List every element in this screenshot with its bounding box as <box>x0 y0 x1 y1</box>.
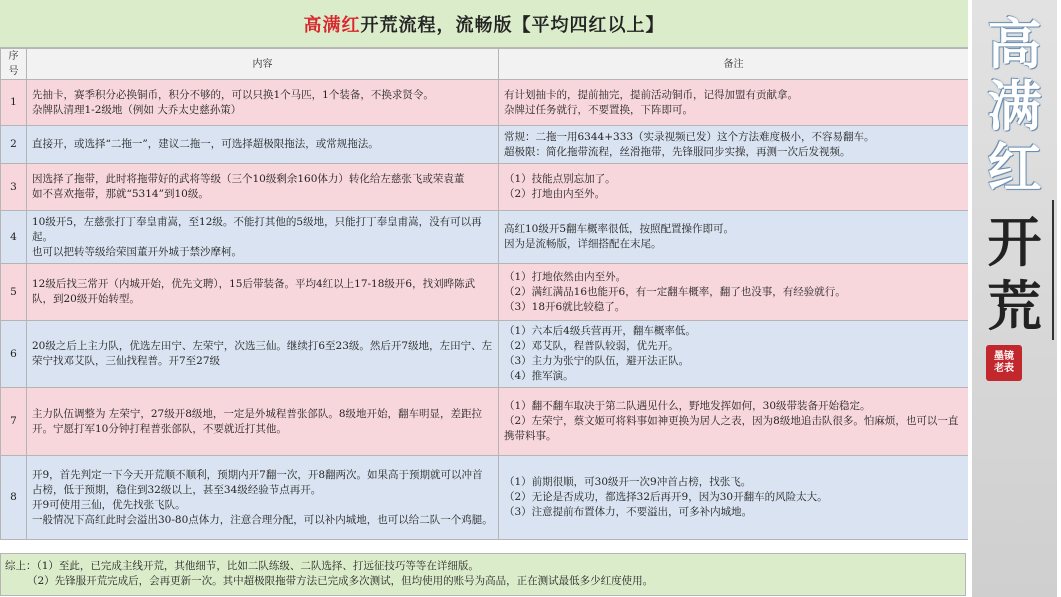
header-note: 备注 <box>499 49 969 80</box>
note-line: （2）打地由内至外。 <box>504 188 606 200</box>
row-content <box>27 164 499 211</box>
content-line: 杂牌队清理1-2级地（例如 大乔太史慈孙策） <box>32 103 242 116</box>
process-table <box>0 48 969 540</box>
content-line: 20级之后上主力队，优选左田宁、左荣宁，次选三仙。继续打6至23级。然后开7级地，左田宁、左荣宁找邓艾队，三仙找程普。开7至27级 <box>32 340 493 367</box>
row-content <box>27 126 499 164</box>
content-line: 一般情况下高红此时会溢出30-80点体力，注意合理分配，可以补内城地，也可以给二队一个鸡腿。 <box>32 513 493 526</box>
row-note <box>499 321 969 388</box>
table-row <box>1 321 969 388</box>
row-content <box>27 80 499 126</box>
content-line: 开9可使用三仙，优先找张飞队。 <box>32 498 186 511</box>
table-row <box>1 211 969 264</box>
table-body <box>1 80 969 540</box>
side-char-man: 满 <box>987 75 1042 138</box>
row-index: 2 <box>1 126 27 164</box>
table-row <box>1 126 969 164</box>
table-row <box>1 80 969 126</box>
row-index: 4 <box>1 211 27 264</box>
note-line: （3）18开6就比较稳了。 <box>504 300 626 313</box>
note-line: （2）满红满品16也能开6，有一定翻车概率，翻了也没事，有经验就行。 <box>504 285 846 298</box>
row-index: 6 <box>1 321 27 388</box>
side-char-huang: 荒 <box>987 275 1042 338</box>
row-index: 7 <box>1 388 27 456</box>
title-rest: 开荒流程，流畅版【平均四红以上】 <box>360 14 665 36</box>
table-row <box>1 456 969 540</box>
side-banner <box>968 0 1061 597</box>
note-line: （1）打地依然由内至外。 <box>504 270 627 283</box>
content-line: 直接开，或选择“二拖一”，建议二拖一，可选择超极限拖法，或常规拖法。 <box>32 138 379 150</box>
row-note <box>499 211 969 264</box>
header-index: 序号 <box>1 49 27 80</box>
side-char-kai: 开 <box>987 211 1042 274</box>
note-line: （4）推军演。 <box>504 370 574 382</box>
table-row <box>1 164 969 211</box>
row-note <box>499 264 969 321</box>
row-index: 1 <box>1 80 27 126</box>
side-char-hong: 红 <box>987 137 1042 200</box>
summary-box <box>0 553 966 596</box>
content-line: 12级后找三常开（内城开始，优先文聘），15后带装备。平均4红以上17-18级开6，找刘晔陈武队，到20级开始转型。 <box>32 278 476 305</box>
note-line: 有计划抽卡的，提前抽完，提前活动铜币，记得加盟有贡献拿。 <box>504 88 798 101</box>
note-line: 常规：二拖一用6344+333（实录视频已发）这个方法难度极小，不容易翻车。 <box>504 130 875 143</box>
row-content <box>27 388 499 456</box>
note-line: 杂牌过任务就行，不要置换，下阵即可。 <box>504 103 693 116</box>
table-row <box>1 264 969 321</box>
content-line: 先抽卡，赛季积分必换铜币，积分不够的，可以只换1个马匹，1个装备，不换求贤令。 <box>32 88 434 101</box>
row-content <box>27 321 499 388</box>
content-line: 10级开5，左慈张打丁奉皇甫嵩，至12级。不能打其他的5级地，只能打丁奉皇甫嵩，没有可以再起。 <box>32 215 482 243</box>
row-index: 8 <box>1 456 27 540</box>
row-note <box>499 80 969 126</box>
note-line: 高红10级开5翻车概率很低，按照配置操作即可。 <box>504 223 735 235</box>
note-line: （2）无论是否成功，都选择32后再开9，因为30开翻车的风险太大。 <box>504 491 828 503</box>
summary-line-2: （2）先锋服开荒完成后，会再更新一次。其中超极限拖带方法已完成多次测试，但均使用的账号为高品，正在测试最低多少红度使用。 <box>27 575 654 587</box>
header-content: 内容 <box>27 49 499 80</box>
row-content <box>27 264 499 321</box>
content-line: 开9，首先判定一下今天开荒顺不顺利，预期内开7翻一次，开8翻两次。如果高于预期就可以冲首占榜，低于预期，稳住到32级以上，甚至34级经验节点再开。 <box>32 468 483 496</box>
title-red-part: 高满红 <box>303 14 361 36</box>
note-line: （1）翻不翻车取决于第二队遇见什么，野地发挥如何，30级带装备开始稳定。 <box>504 400 871 412</box>
table-header-row <box>1 49 969 80</box>
note-line: （2）左荣宁，蔡文姬可将料事如神更换为居人之表，因为8级地追击队很多。怕麻烦，也可以一直携带料事。 <box>504 415 959 442</box>
row-note <box>499 388 969 456</box>
seal-line-2: 老表 <box>994 363 1014 374</box>
note-line: （3）主力为张宁的队伍，避开法正队。 <box>504 355 690 367</box>
row-content <box>27 211 499 264</box>
sheet-title <box>0 0 968 48</box>
row-note <box>499 456 969 540</box>
content-line: 主力队伍调整为 左荣宁，27级开8级地，一定是外城程普张郃队。8级地开始，翻车明显，差距拉开。宁愿打军10分钟打程普张郃队，不要就近打其他。 <box>32 407 483 435</box>
content-line: 如不喜欢拖带，那就“5314”到10级。 <box>32 188 209 200</box>
summary-line-1: 综上：（1）至此，已完成主线开荒，其他细节，比如二队练级、二队选择、打远征技巧等等在详细版。 <box>5 560 479 572</box>
content-line: 因选择了拖带，此时将拖带好的武将等级（三个10级剩余160体力）转化给左慈张飞或荣袁董 <box>32 173 465 185</box>
table-row <box>1 388 969 456</box>
row-index: 5 <box>1 264 27 321</box>
note-line: 超极限：简化拖带流程，丝滑拖带，先锋服同步实操，再测一次后发视频。 <box>504 145 851 158</box>
row-note <box>499 164 969 211</box>
side-divider-line <box>1052 200 1054 340</box>
side-char-gao: 高 <box>987 13 1042 76</box>
seal-line-1: 墨镜 <box>994 351 1014 362</box>
row-content <box>27 456 499 540</box>
row-note <box>499 126 969 164</box>
note-line: （2）邓艾队，程普队较弱，优先开。 <box>504 340 679 352</box>
row-index: 3 <box>1 164 27 211</box>
note-line: （1）六本后4级兵营再开，翻车概率低。 <box>504 325 696 337</box>
note-line: （1）技能点别忘加了。 <box>504 173 616 185</box>
note-line: 因为是流畅版，详细搭配在末尾。 <box>504 238 662 250</box>
note-line: （1）前期很顺，可30级开一次9冲首占榜，找张飞。 <box>504 476 752 488</box>
content-line: 也可以把转等级给荣国董开外城于禁沙摩柯。 <box>32 245 242 258</box>
note-line: （3）注意提前布置体力，不要溢出，可多补内城地。 <box>504 506 753 518</box>
seal-stamp <box>986 345 1022 381</box>
